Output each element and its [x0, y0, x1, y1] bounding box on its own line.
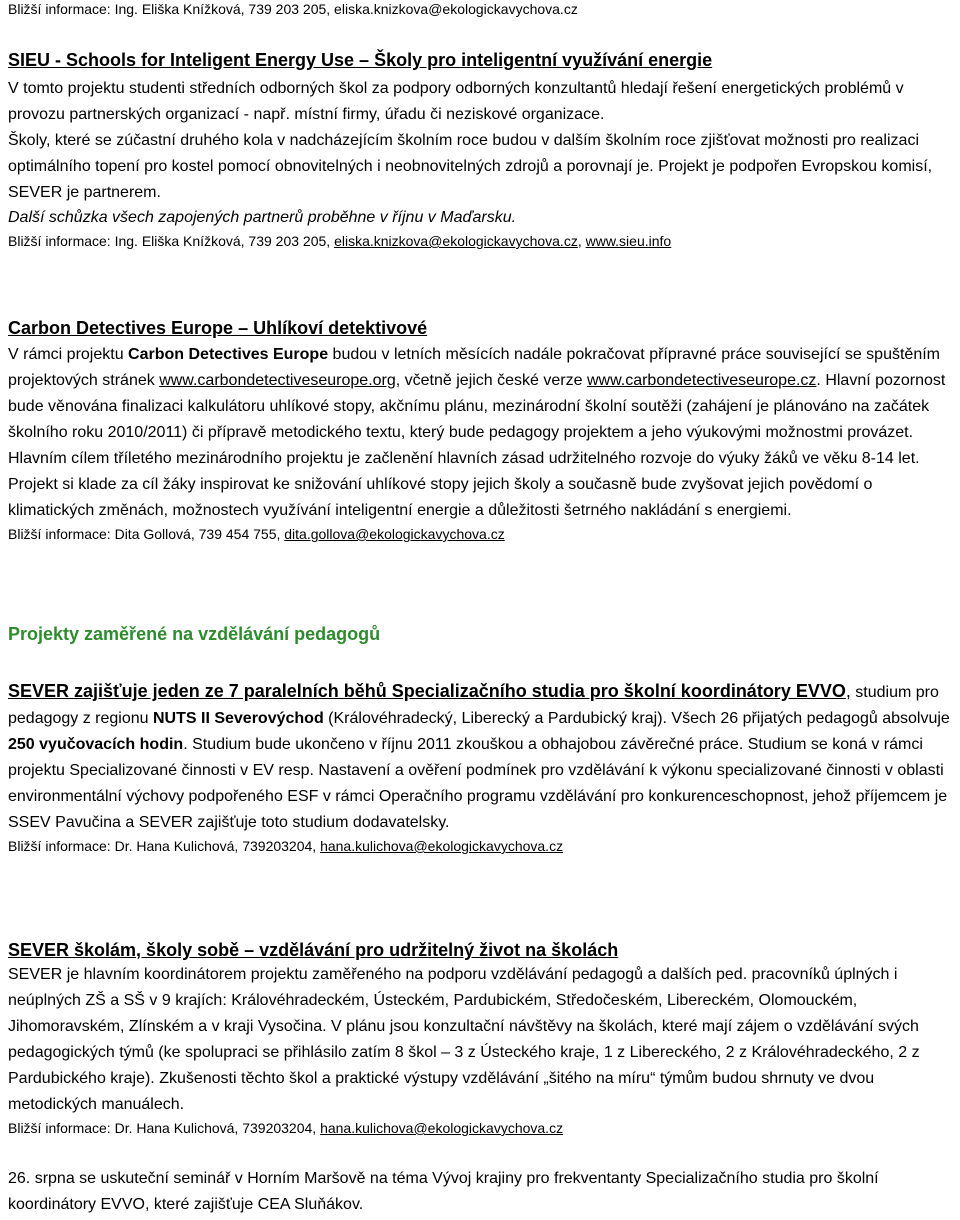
seminar-section [8, 1166, 952, 1218]
evvo-heading: SEVER zajišťuje jeden ze 7 paralelních běhů Specializačního studia pro školní koordinátory EVVO [8, 681, 846, 701]
sieu-section [8, 76, 952, 252]
sieu-paragraph-1: V tomto projektu studenti středních odborných škol za podpory odborných konzultantů hledají řešení energetických problémů v provozu partnerských organizací - např. místní firmy, úřadu či neziskové organizace. [8, 80, 904, 123]
seminar-paragraph: 26. srpna se uskuteční seminář v Horním Maršově na téma Vývoj krajiny pro frekventanty Specializačního studia pro školní koordinátory EVVO, které zajišťuje CEA Sluňákov. [8, 1170, 879, 1213]
sieu-contact: Bližší informace: Ing. Eliška Knížková, 739 203 205, eliska.knizkova@ekologickavychova.cz, www.sieu.info [8, 233, 672, 249]
evvo-section [8, 678, 952, 856]
skolam-email-link[interactable]: hana.kulichova@ekologickavychova.cz [320, 1120, 564, 1136]
carbon-paragraph-2: Hlavním cílem tříletého mezinárodního projektu je začlenění hlavních zásad udržitelného rozvoje do výuky žáků ve věku 8-14 let. Projekt si klade za cíl žáky inspirovat ke snižování uhlíkové stopy jejich školy a současně bude zvyšovat jejich povědomí o klimatických změnách, možnostech využívání inteligentní energie a důležitosti šetrného nakládání s energiemi. [8, 450, 920, 519]
skolam-paragraph: SEVER je hlavním koordinátorem projektu zaměřeného na podporu vzdělávání pedagogů a dalších ped. pracovníků úplných i neúplných ZŠ a SŠ v 9 krajích: Královéhradeckém, Ústeckém, Pardubickém, Středočeském, Libereckém, Olomouckém, Jihomoravském, Zlínském a v kraji Vysočina. V plánu jsou konzultační návštěvy na školách, které mají zájem o vzdělávání svých pedagogických týmů (ke spolupraci se přihlásilo zatím 8 škol – 3 z Ústeckého kraje, 1 z Libereckého, 2 z Královéhradeckého, 2 z Pardubického kraje). Zkušenosti těchto škol a praktické výstupy vzdělávání „šitého na míru“ týmům budou shrnuty ve dvou metodických manuálech. [8, 966, 920, 1113]
sieu-paragraph-2: Školy, které se zúčastní druhého kola v nadcházejícím školním roce budou v dalším školním roce zjišťovat možnosti pro realizaci optimálního topení pro kostel pomocí obnovitelných i neobnovitelných zdrojů a porovnají je. Projekt je podpořen Evropskou komisí, SEVER je partnerem. [8, 132, 933, 201]
sieu-email-link[interactable]: eliska.knizkova@ekologickavychova.cz [334, 233, 578, 249]
carbon-org-link[interactable]: www.carbondetectiveseurope.org [159, 372, 396, 389]
sieu-heading: SIEU - Schools for Inteligent Energy Use – Školy pro inteligentní využívání energie [8, 50, 713, 70]
carbon-section [8, 342, 952, 544]
skolam-heading: SEVER školám, školy sobě – vzdělávání pro udržitelný život na školách [8, 940, 619, 960]
carbon-heading: Carbon Detectives Europe – Uhlíkoví detektivové [8, 318, 428, 338]
carbon-cz-link[interactable]: www.carbondetectiveseurope.cz [586, 372, 817, 389]
sieu-meeting-note: Další schůzka všech zapojených partnerů proběhne v říjnu v Maďarsku. [8, 209, 517, 226]
carbon-email-link[interactable]: dita.gollova@ekologickavychova.cz [284, 526, 505, 542]
pedagog-heading: Projekty zaměřené na vzdělávání pedagogů [8, 624, 381, 644]
evvo-email-link[interactable]: hana.kulichova@ekologickavychova.cz [320, 838, 564, 854]
skolam-contact: Bližší informace: Dr. Hana Kulichová, 739203204, hana.kulichova@ekologickavychova.cz [8, 1120, 564, 1136]
sieu-web-link[interactable]: www.sieu.info [585, 233, 672, 249]
carbon-paragraph-1: V rámci projektu Carbon Detectives Europe budou v letních měsících nadále pokračovat přípravné práce související se spuštěním projektových stránek www.carbondetectiveseurope.org, včetně jejich české verze www.carbondetectiveseurope.cz. Hlavní pozornost bude věnována finalizaci kalkulátoru uhlíkové stopy, akčnímu plánu, mezinárodní školní soutěži (zahájení je plánováno na začátek školního roku 2010/2011) či přípravě metodického textu, který bude pedagogy projektem a jeho výukovými možnostmi provázet. [8, 346, 946, 441]
evvo-paragraph: SEVER zajišťuje jeden ze 7 paralelních běhů Specializačního studia pro školní koordinátory EVVO, studium pro pedagogy z regionu NUTS II Severovýchod (Královéhradecký, Liberecký a Pardubický kraj). Všech 26 přijatých pedagogů absolvuje 250 vyučovacích hodin. Studium bude ukončeno v říjnu 2011 zkouškou a obhajobou závěrečné práce. Studium se koná v rámci projektu Specializované činnosti v EV resp. Nastavení a ověření podmínek pro vzdělávání k výkonu specializované činnosti v oblasti environmentální výchovy podpořeného ESF v rámci Operačního programu vzdělávání pro konkurenceschopnost, jehož příjemcem je SSEV Pavučina a SEVER zajišťuje toto studium dodavatelsky. [8, 681, 950, 831]
skolam-section [8, 962, 952, 1138]
top-contact: Bližší informace: Ing. Eliška Knížková, 739 203 205, eliska.knizkova@ekologickavychova.cz [8, 1, 578, 17]
evvo-contact: Bližší informace: Dr. Hana Kulichová, 739203204, hana.kulichova@ekologickavychova.cz [8, 838, 564, 854]
carbon-contact: Bližší informace: Dita Gollová, 739 454 755, dita.gollova@ekologickavychova.cz [8, 526, 505, 542]
